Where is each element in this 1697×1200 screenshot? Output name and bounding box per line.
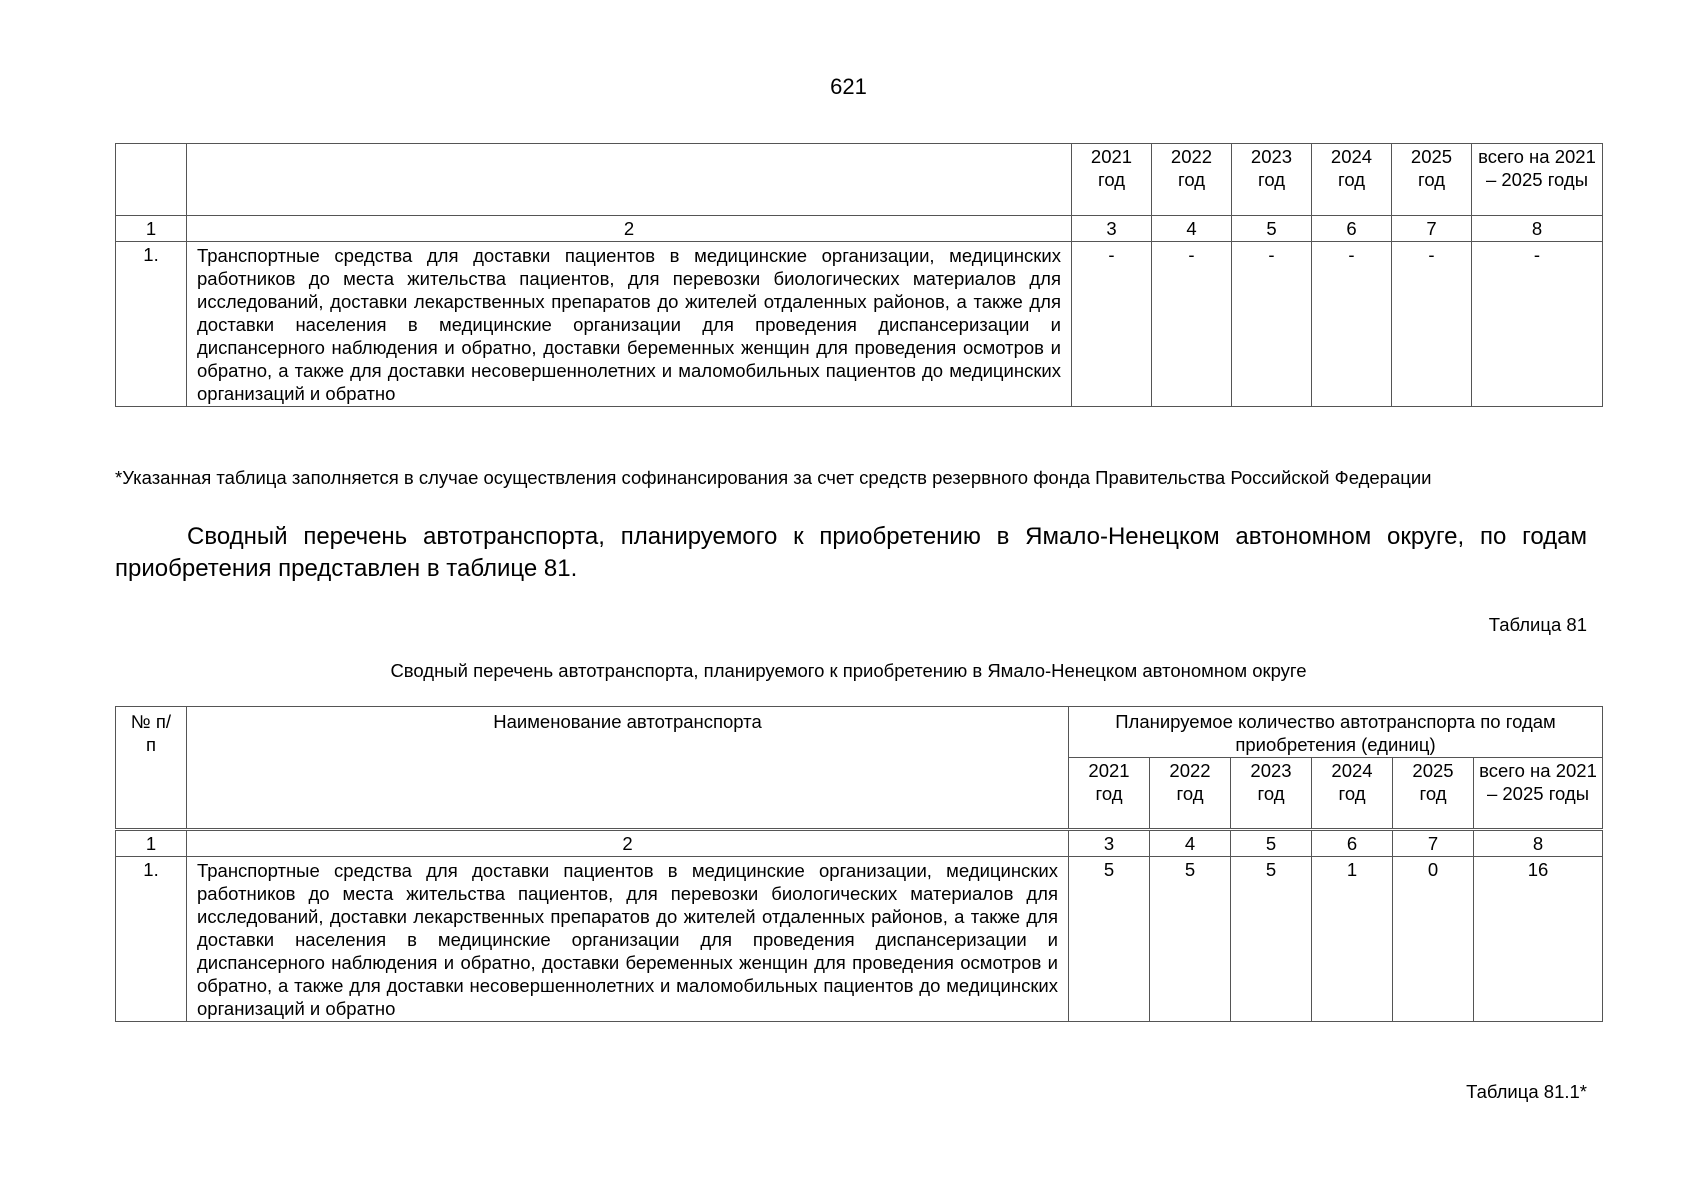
header-year-2021: 2021 год: [1069, 758, 1150, 830]
row-number: 1.: [116, 857, 187, 1022]
column-number-row: [116, 830, 1603, 857]
row-value-2021: -: [1072, 242, 1152, 407]
col-number: 2: [187, 216, 1072, 242]
col-number: 2: [187, 830, 1069, 857]
header-year-2025: 2025 год: [1393, 758, 1474, 830]
page-number: 621: [830, 74, 867, 99]
col-number: 1: [116, 216, 187, 242]
table-header-row: [116, 707, 1603, 758]
row-value-2025: 0: [1393, 857, 1474, 1022]
row-value-2023: 5: [1231, 857, 1312, 1022]
header-year-2023: 2023 год: [1232, 144, 1312, 216]
header-cell-empty: [187, 144, 1072, 216]
header-num: № п/п: [116, 707, 187, 830]
header-year-2021: 2021 год: [1072, 144, 1152, 216]
row-value-2022: -: [1152, 242, 1232, 407]
header-name: Наименование автотранспорта: [187, 707, 1069, 830]
row-name: Транспортные средства для доставки пациентов в медицинские организации, медицинских работников до места жительства пациентов, для перевозки биологических материалов для исследований, доставки лекарственных препаратов до жителей отдаленных районов, а также для доставки населения в медицинские организации для проведения диспансеризации и диспансерного наблюдения и обратно, доставки беременных женщин для проведения осмотров и обратно, а также для доставки несовершеннолетних и маломобильных пациентов до медицинских организаций и обратно: [187, 242, 1072, 407]
header-year-2024: 2024 год: [1312, 144, 1392, 216]
table-81-1-label: Таблица 81.1*: [1466, 1081, 1587, 1102]
row-value-2022: 5: [1150, 857, 1231, 1022]
col-number: 1: [116, 830, 187, 857]
row-value-2021: 5: [1069, 857, 1150, 1022]
table-81-label: Таблица 81: [1488, 614, 1587, 635]
footnote: *Указанная таблица заполняется в случае осуществления софинансирования за счет средств резервного фонда Правительства Российской Федерации: [115, 467, 1432, 488]
row-number: 1.: [116, 242, 187, 407]
col-number: 7: [1392, 216, 1472, 242]
row-value-2024: -: [1312, 242, 1392, 407]
header-year-2024: 2024 год: [1312, 758, 1393, 830]
col-number: 8: [1472, 216, 1603, 242]
header-total: всего на 2021 – 2025 годы: [1474, 758, 1603, 830]
col-number: 8: [1474, 830, 1603, 857]
header-year-2022: 2022 год: [1152, 144, 1232, 216]
col-number: 3: [1069, 830, 1150, 857]
table-81-title: Сводный перечень автотранспорта, планируемого к приобретению в Ямало-Ненецком автономном округе: [390, 660, 1307, 681]
row-name: Транспортные средства для доставки пациентов в медицинские организации, медицинских работников до места жительства пациентов, для перевозки биологических материалов для исследований, доставки лекарственных препаратов до жителей отдаленных районов, а также для доставки населения в медицинские организации для проведения диспансеризации и диспансерного наблюдения и обратно, доставки беременных женщин для проведения осмотров и обратно, а также для доставки несовершеннолетних и маломобильных пациентов до медицинских организаций и обратно: [187, 857, 1069, 1022]
row-value-2023: -: [1232, 242, 1312, 407]
col-number: 6: [1312, 216, 1392, 242]
header-group: Планируемое количество автотранспорта по годам приобретения (единиц): [1069, 707, 1603, 758]
row-value-2024: 1: [1312, 857, 1393, 1022]
table-header-row: [116, 144, 1603, 216]
row-value-2025: -: [1392, 242, 1472, 407]
col-number: 3: [1072, 216, 1152, 242]
table-81: [115, 706, 1603, 1022]
table-row: [116, 242, 1603, 407]
header-year-2023: 2023 год: [1231, 758, 1312, 830]
col-number: 6: [1312, 830, 1393, 857]
row-value-total: -: [1472, 242, 1603, 407]
column-number-row: [116, 216, 1603, 242]
col-number: 4: [1150, 830, 1231, 857]
header-total: всего на 2021 – 2025 годы: [1472, 144, 1603, 216]
table-previous-continuation: [115, 143, 1603, 407]
table-row: [116, 857, 1603, 1022]
col-number: 4: [1152, 216, 1232, 242]
row-value-total: 16: [1474, 857, 1603, 1022]
col-number: 7: [1393, 830, 1474, 857]
header-year-2025: 2025 год: [1392, 144, 1472, 216]
header-cell-empty: [116, 144, 187, 216]
col-number: 5: [1231, 830, 1312, 857]
header-year-2022: 2022 год: [1150, 758, 1231, 830]
body-paragraph: Сводный перечень автотранспорта, планируемого к приобретению в Ямало-Ненецком автономном округе, по годам приобретения представлен в таблице 81.: [115, 523, 1587, 582]
col-number: 5: [1232, 216, 1312, 242]
